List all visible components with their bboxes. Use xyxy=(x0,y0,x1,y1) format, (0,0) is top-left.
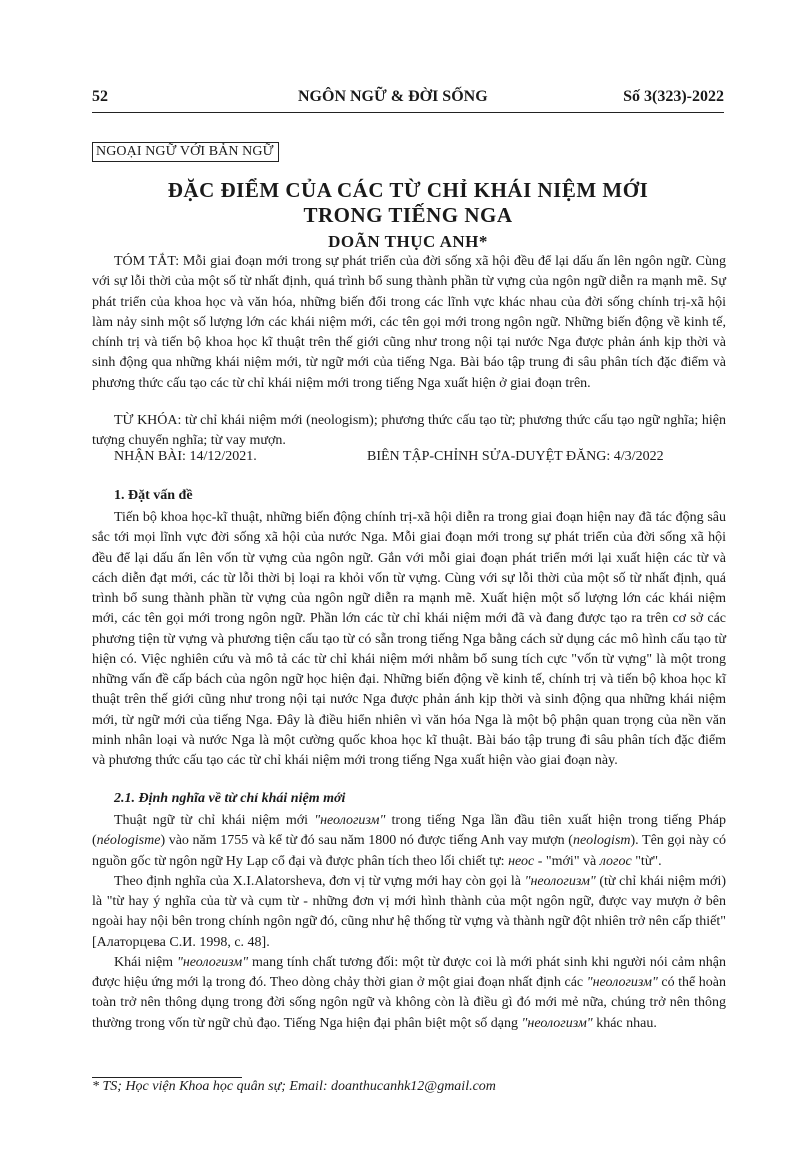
journal-name: NGÔN NGỮ & ĐỜI SỐNG xyxy=(298,88,488,105)
section-heading-intro: 1. Đặt vấn đề xyxy=(114,488,193,503)
text-run: ). Tên gọi này có nguồn gốc từ ngôn ngữ Hy Lạp cổ đại và được phân tích theo lối chiết tự: xyxy=(92,833,726,869)
footnote-divider xyxy=(92,1077,242,1078)
italic-term: neologism xyxy=(572,833,631,849)
italic-term: "неологизм" xyxy=(586,975,658,990)
author-footnote: * TS; Học viện Khoa học quân sự; Email: doanthucanhk12@gmail.com xyxy=(92,1079,496,1094)
text-run: "từ". xyxy=(631,853,662,869)
issue-number: Số 3(323)-2022 xyxy=(623,88,724,105)
italic-term: "неологизм" xyxy=(314,813,386,828)
section-tag: NGOẠI NGỮ VỚI BẢN NGỮ xyxy=(92,142,279,162)
edited-date: BIÊN TẬP-CHỈNH SỬA-DUYỆT ĐĂNG: 4/3/2022 xyxy=(367,449,664,464)
italic-term: логос xyxy=(599,853,632,869)
text-run: - "mới" và xyxy=(534,853,600,869)
text-run: (từ chỉ khái niệm mới) là "từ hay ý nghĩa của từ và cụm từ - những đơn vị mới hình thành của một ngôn ngữ, được vay mượn ở bên ngoài hay nội bên trong chính ngôn ngữ đó, cũng như hệ thống từ vựng và thành ngữ đột nhiên trở nên cấp thiết" [Алаторцева С.И. 1998, с. 48]. xyxy=(92,873,726,950)
text-run: Khái niệm xyxy=(114,954,177,970)
section-intro-body xyxy=(92,508,726,771)
section-definition-body xyxy=(92,811,726,1034)
article-dates xyxy=(114,449,726,469)
received-date: NHẬN BÀI: 14/12/2021. xyxy=(114,449,257,464)
definition-paragraph-1 xyxy=(92,811,726,872)
keywords-text: TỪ KHÓA: từ chỉ khái niệm mới (neologism); phương thức cấu tạo từ; phương thức cấu tạo ngữ nghĩa; hiện tượng chuyển nghĩa; từ vay mượn. xyxy=(92,413,726,449)
article-title-line-2: TRONG TIẾNG NGA xyxy=(303,203,513,227)
text-run: Theo định nghĩa của X.I.Alatorsheva, đơn vị từ vựng mới hay còn gọi là xyxy=(114,873,525,889)
section-heading-definition: 2.1. Định nghĩa về từ chỉ khái niệm mới xyxy=(114,791,346,806)
running-header xyxy=(92,86,724,113)
text-run: ) vào năm 1755 và kể từ đó sau năm 1800 nó được tiếng Anh vay mượn ( xyxy=(160,833,573,849)
definition-paragraph-3 xyxy=(92,953,726,1034)
italic-term: néologisme xyxy=(96,833,161,849)
italic-term: "неологизм" xyxy=(521,1015,593,1031)
definition-paragraph-2 xyxy=(92,872,726,953)
intro-paragraph: Tiến bộ khoa học-kĩ thuật, những biến động chính trị-xã hội diễn ra trong giai đoạn hiện nay đã tác động sâu sắc tới mọi lĩnh vực đời sống xã hội của nước Nga. Mỗi giai đoạn mới trong sự phát triển của đời sống xã hội đều để lại dấu ấn lên vốn từ vựng của ngôn ngữ. Gắn với mỗi giai đoạn phát triển mới lại xuất hiện các từ và cách diễn đạt mới, các từ lỗi thời bị loại ra khỏi vốn từ vựng. Cùng với sự lỗi thời của một số từ nhất định, quá trình bổ sung thành phần từ vựng của ngôn ngữ diễn ra mạnh mẽ. Xuất hiện một số lượng lớn các khái niệm mới, các tên gọi mới trong ngôn ngữ. Phần lớn các từ chỉ khái niệm mới đã và đang được tạo ra trên cơ sở các phương tiện từ vựng và phương tiện cấu tạo từ có sẵn trong tiếng Nga bằng cách sử dụng các mô hình cấu tạo từ hiện có. Việc nghiên cứu và mô tả các từ chỉ khái niệm mới nhằm bổ sung tích cực "vốn từ vựng" là một trong những vấn đề cấp bách của ngôn ngữ học hiện đại. Những biến động về kinh tế, chính trị và tiến bộ khoa học kĩ thuật trên thế giới cũng như trong nội tại nước Nga được phản ánh kịp thời và sinh động qua những khái niệm mới, từ ngữ mới của tiếng Nga. Đây là điều hiển nhiên vì văn hóa Nga là một bộ phận quan trọng của nền văn minh nhân loại và nước Nga là một cường quốc khoa học kĩ thuật. Bài báo tập trung đi sâu phân tích đặc điểm và phương thức cấu tạo các từ chỉ khái niệm mới trong tiếng Nga xuất hiện vào giai đoạn này. xyxy=(92,510,726,768)
italic-term: "неологизм" xyxy=(176,954,249,970)
italic-term: неос xyxy=(508,853,535,869)
abstract-text: TÓM TẮT: Mỗi giai đoạn mới trong sự phát triển của đời sống xã hội đều để lại dấu ấn lên ngôn ngữ. Cùng với sự lỗi thời của một số từ nhất định, quá trình bổ sung thành phần từ vựng của ngôn ngữ diễn ra mạnh mẽ. Sự phát triển của khoa học và văn hóa, những biến đổi trong các lĩnh vực khác nhau của đời sống chính trị-xã hội làm nảy sinh một số lượng lớn các khái niệm mới, các tên gọi mới trong ngôn ngữ. Những biến động về kinh tế, chính trị và tiến bộ khoa học kĩ thuật trên thế giới cũng như trong nội tại nước Nga được phản ánh kịp thời và sinh động qua những khái niệm mới, từ ngữ mới của tiếng Nga. Bài báo tập trung đi sâu phân tích đặc điểm và phương thức cấu tạo các từ chỉ khái niệm mới trong tiếng Nga xuất hiện ở giai đoạn trên. xyxy=(92,254,726,391)
text-run: mang tính chất tương đối: một từ được coi là mới phát sinh khi người nói cảm nhận được hiệu ứng mới lạ trong đó. Theo dòng chảy thời gian ở một giai đoạn nhất định các xyxy=(92,954,726,990)
article-title-line-1: ĐẶC ĐIỂM CỦA CÁC TỪ CHỈ KHÁI NIỆM MỚI xyxy=(167,178,649,202)
keywords xyxy=(92,411,726,452)
text-run: Thuật ngữ từ chỉ khái niệm mới xyxy=(114,813,315,828)
author-name: DOÃN THỤC ANH* xyxy=(328,232,488,251)
text-run: trong tiếng Nga lần đầu tiên xuất hiện trong tiếng Pháp ( xyxy=(92,813,726,849)
page-number: 52 xyxy=(92,88,108,105)
italic-term: "неологизм" xyxy=(524,873,596,889)
text-run: khác nhau. xyxy=(592,1015,657,1031)
text-run: có thể hoàn toàn trở nên thông dụng trong đời sống ngôn ngữ và không còn là điều gì đó mới mẻ nữa, chúng trở nên thông thường trong vốn từ ngữ chủ đạo. Tiếng Nga hiện đại phân biệt một số dạng xyxy=(92,975,726,1031)
abstract xyxy=(92,252,726,394)
